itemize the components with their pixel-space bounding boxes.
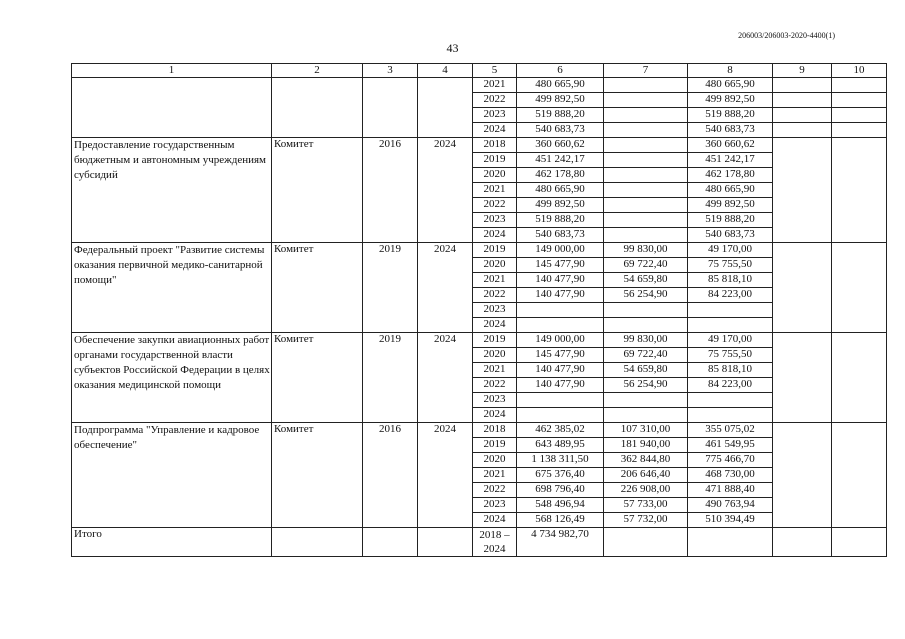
year-cell: 2021 bbox=[473, 273, 517, 288]
total-amount-cell: 360 660,62 bbox=[517, 138, 604, 153]
federal-amount-cell bbox=[604, 78, 688, 93]
column-9-cell bbox=[773, 123, 832, 138]
regional-amount-cell: 490 763,94 bbox=[688, 498, 773, 513]
column-header: 2 bbox=[272, 64, 363, 78]
column-10-cell bbox=[832, 138, 887, 243]
federal-amount-cell: 99 830,00 bbox=[604, 243, 688, 258]
federal-amount-cell bbox=[604, 408, 688, 423]
regional-amount-cell: 85 818,10 bbox=[688, 363, 773, 378]
total-amount-cell bbox=[517, 408, 604, 423]
year-cell: 2020 bbox=[473, 258, 517, 273]
total-amount-cell: 675 376,40 bbox=[517, 468, 604, 483]
total-amount-cell: 540 683,73 bbox=[517, 123, 604, 138]
column-header: 4 bbox=[418, 64, 473, 78]
regional-amount-cell: 468 730,00 bbox=[688, 468, 773, 483]
start-year-cell: 2016 bbox=[363, 138, 418, 243]
table-body bbox=[72, 64, 887, 557]
year-cell: 2019 bbox=[473, 153, 517, 168]
regional-amount-cell: 360 660,62 bbox=[688, 138, 773, 153]
federal-amount-cell bbox=[604, 528, 688, 557]
year-cell: 2022 bbox=[473, 93, 517, 108]
total-amount-cell: 462 385,02 bbox=[517, 423, 604, 438]
regional-amount-cell: 451 242,17 bbox=[688, 153, 773, 168]
column-10-cell bbox=[832, 123, 887, 138]
document-number: 206003/206003-2020-4400(1) bbox=[738, 31, 835, 40]
regional-amount-cell: 480 665,90 bbox=[688, 78, 773, 93]
regional-amount-cell: 461 549,95 bbox=[688, 438, 773, 453]
activity-name: Предоставление государственным бюджетным и автономным учреждениям субсидий bbox=[72, 138, 272, 243]
column-10-cell bbox=[832, 243, 887, 333]
year-cell: 2020 bbox=[473, 168, 517, 183]
regional-amount-cell: 49 170,00 bbox=[688, 243, 773, 258]
year-cell: 2020 bbox=[473, 453, 517, 468]
regional-amount-cell: 355 075,02 bbox=[688, 423, 773, 438]
year-cell: 2024 bbox=[473, 318, 517, 333]
total-amount-cell: 548 496,94 bbox=[517, 498, 604, 513]
year-cell: 2023 bbox=[473, 213, 517, 228]
activity-name: Подпрограмма "Управление и кадровое обеспечение" bbox=[72, 423, 272, 528]
column-9-cell bbox=[773, 108, 832, 123]
year-cell: 2019 bbox=[473, 243, 517, 258]
year-cell: 2019 bbox=[473, 438, 517, 453]
federal-amount-cell bbox=[604, 228, 688, 243]
year-cell: 2020 bbox=[473, 348, 517, 363]
regional-amount-cell bbox=[688, 393, 773, 408]
year-cell: 2022 bbox=[473, 198, 517, 213]
regional-amount-cell: 519 888,20 bbox=[688, 213, 773, 228]
federal-amount-cell bbox=[604, 123, 688, 138]
total-amount-cell: 149 000,00 bbox=[517, 243, 604, 258]
year-cell: 2022 bbox=[473, 288, 517, 303]
year-cell: 2023 bbox=[473, 108, 517, 123]
executor-cell: Комитет bbox=[272, 333, 363, 423]
name-cell bbox=[72, 78, 272, 138]
table-row bbox=[72, 78, 887, 93]
total-period-cell bbox=[473, 528, 517, 557]
end-year-cell: 2024 bbox=[418, 333, 473, 423]
total-amount-cell: 519 888,20 bbox=[517, 108, 604, 123]
end-year-cell: 2024 bbox=[418, 243, 473, 333]
year-cell: 2024 bbox=[473, 513, 517, 528]
column-9-cell bbox=[773, 528, 832, 557]
total-label: Итого bbox=[72, 528, 272, 557]
end-year-cell bbox=[418, 78, 473, 138]
end-year-cell: 2024 bbox=[418, 423, 473, 528]
year-cell: 2021 bbox=[473, 183, 517, 198]
regional-amount-cell bbox=[688, 408, 773, 423]
column-10-cell bbox=[832, 93, 887, 108]
executor-cell: Комитет bbox=[272, 138, 363, 243]
year-cell: 2018 bbox=[473, 138, 517, 153]
total-row bbox=[72, 528, 887, 557]
year-cell: 2019 bbox=[473, 333, 517, 348]
total-amount-cell: 499 892,50 bbox=[517, 198, 604, 213]
year-cell: 2018 bbox=[473, 423, 517, 438]
federal-amount-cell: 362 844,80 bbox=[604, 453, 688, 468]
regional-amount-cell bbox=[688, 303, 773, 318]
table-row bbox=[72, 243, 887, 258]
federal-amount-cell: 99 830,00 bbox=[604, 333, 688, 348]
regional-amount-cell: 462 178,80 bbox=[688, 168, 773, 183]
regional-amount-cell: 775 466,70 bbox=[688, 453, 773, 468]
federal-amount-cell: 57 732,00 bbox=[604, 513, 688, 528]
regional-amount-cell: 85 818,10 bbox=[688, 273, 773, 288]
total-amount-cell bbox=[517, 318, 604, 333]
federal-amount-cell bbox=[604, 108, 688, 123]
regional-amount-cell: 84 223,00 bbox=[688, 378, 773, 393]
start-year-cell bbox=[363, 78, 418, 138]
federal-amount-cell: 54 659,80 bbox=[604, 273, 688, 288]
federal-amount-cell: 69 722,40 bbox=[604, 348, 688, 363]
activity-name: Федеральный проект "Развитие системы оказания первичной медико-санитарной помощи" bbox=[72, 243, 272, 333]
total-amount-cell: 4 734 982,70 bbox=[517, 528, 604, 557]
total-amount-cell: 480 665,90 bbox=[517, 183, 604, 198]
regional-amount-cell bbox=[688, 318, 773, 333]
total-amount-cell: 1 138 311,50 bbox=[517, 453, 604, 468]
year-cell: 2021 bbox=[473, 363, 517, 378]
federal-amount-cell: 56 254,90 bbox=[604, 288, 688, 303]
regional-amount-cell: 499 892,50 bbox=[688, 93, 773, 108]
year-cell: 2023 bbox=[473, 498, 517, 513]
column-header: 9 bbox=[773, 64, 832, 78]
column-header: 1 bbox=[72, 64, 272, 78]
regional-amount-cell: 540 683,73 bbox=[688, 123, 773, 138]
federal-amount-cell bbox=[604, 213, 688, 228]
federal-amount-cell: 226 908,00 bbox=[604, 483, 688, 498]
total-amount-cell bbox=[517, 303, 604, 318]
regional-amount-cell: 480 665,90 bbox=[688, 183, 773, 198]
total-amount-cell: 519 888,20 bbox=[517, 213, 604, 228]
end-year-cell: 2024 bbox=[418, 138, 473, 243]
regional-amount-cell: 510 394,49 bbox=[688, 513, 773, 528]
table-row bbox=[72, 333, 887, 348]
regional-amount-cell: 519 888,20 bbox=[688, 108, 773, 123]
total-amount-cell bbox=[517, 393, 604, 408]
page-number: 43 bbox=[446, 41, 459, 55]
regional-amount-cell: 499 892,50 bbox=[688, 198, 773, 213]
executor-cell bbox=[272, 528, 363, 557]
year-cell: 2021 bbox=[473, 468, 517, 483]
year-cell: 2023 bbox=[473, 393, 517, 408]
column-header: 7 bbox=[604, 64, 688, 78]
column-10-cell bbox=[832, 333, 887, 423]
total-amount-cell: 568 126,49 bbox=[517, 513, 604, 528]
federal-amount-cell: 206 646,40 bbox=[604, 468, 688, 483]
column-9-cell bbox=[773, 78, 832, 93]
start-year-cell bbox=[363, 528, 418, 557]
regional-amount-cell: 49 170,00 bbox=[688, 333, 773, 348]
total-amount-cell: 499 892,50 bbox=[517, 93, 604, 108]
program-funding-table bbox=[71, 63, 887, 557]
total-amount-cell: 462 178,80 bbox=[517, 168, 604, 183]
regional-amount-cell bbox=[688, 528, 773, 557]
total-amount-cell: 140 477,90 bbox=[517, 378, 604, 393]
total-amount-cell: 149 000,00 bbox=[517, 333, 604, 348]
federal-amount-cell: 107 310,00 bbox=[604, 423, 688, 438]
total-amount-cell: 451 242,17 bbox=[517, 153, 604, 168]
total-amount-cell: 140 477,90 bbox=[517, 288, 604, 303]
column-9-cell bbox=[773, 423, 832, 528]
total-amount-cell: 140 477,90 bbox=[517, 273, 604, 288]
federal-amount-cell: 56 254,90 bbox=[604, 378, 688, 393]
federal-amount-cell: 181 940,00 bbox=[604, 438, 688, 453]
federal-amount-cell bbox=[604, 393, 688, 408]
federal-amount-cell bbox=[604, 198, 688, 213]
federal-amount-cell bbox=[604, 303, 688, 318]
federal-amount-cell bbox=[604, 153, 688, 168]
year-cell: 2021 bbox=[473, 78, 517, 93]
executor-cell bbox=[272, 78, 363, 138]
federal-amount-cell bbox=[604, 138, 688, 153]
column-header: 5 bbox=[473, 64, 517, 78]
activity-name: Обеспечение закупки авиационных работ органами государственной власти субъектов Российской Федерации в целях оказания медицинской помощи bbox=[72, 333, 272, 423]
column-10-cell bbox=[832, 108, 887, 123]
total-period-end: 2024 bbox=[483, 543, 506, 555]
year-cell: 2022 bbox=[473, 378, 517, 393]
year-cell: 2024 bbox=[473, 123, 517, 138]
total-amount-cell: 145 477,90 bbox=[517, 258, 604, 273]
column-9-cell bbox=[773, 93, 832, 108]
column-9-cell bbox=[773, 138, 832, 243]
year-cell: 2024 bbox=[473, 408, 517, 423]
regional-amount-cell: 84 223,00 bbox=[688, 288, 773, 303]
year-cell: 2022 bbox=[473, 483, 517, 498]
start-year-cell: 2019 bbox=[363, 243, 418, 333]
column-header: 10 bbox=[832, 64, 887, 78]
regional-amount-cell: 75 755,50 bbox=[688, 348, 773, 363]
executor-cell: Комитет bbox=[272, 243, 363, 333]
column-header: 6 bbox=[517, 64, 604, 78]
column-9-cell bbox=[773, 243, 832, 333]
total-amount-cell: 643 489,95 bbox=[517, 438, 604, 453]
federal-amount-cell: 69 722,40 bbox=[604, 258, 688, 273]
regional-amount-cell: 75 755,50 bbox=[688, 258, 773, 273]
total-amount-cell: 480 665,90 bbox=[517, 78, 604, 93]
column-header: 3 bbox=[363, 64, 418, 78]
federal-amount-cell bbox=[604, 93, 688, 108]
federal-amount-cell bbox=[604, 318, 688, 333]
total-amount-cell: 540 683,73 bbox=[517, 228, 604, 243]
regional-amount-cell: 540 683,73 bbox=[688, 228, 773, 243]
total-period-start: 2018 – bbox=[479, 529, 510, 541]
total-amount-cell: 145 477,90 bbox=[517, 348, 604, 363]
total-amount-cell: 698 796,40 bbox=[517, 483, 604, 498]
regional-amount-cell: 471 888,40 bbox=[688, 483, 773, 498]
year-cell: 2023 bbox=[473, 303, 517, 318]
end-year-cell bbox=[418, 528, 473, 557]
column-10-cell bbox=[832, 528, 887, 557]
column-header: 8 bbox=[688, 64, 773, 78]
federal-amount-cell: 57 733,00 bbox=[604, 498, 688, 513]
federal-amount-cell bbox=[604, 168, 688, 183]
column-10-cell bbox=[832, 78, 887, 93]
federal-amount-cell bbox=[604, 183, 688, 198]
start-year-cell: 2016 bbox=[363, 423, 418, 528]
column-number-header bbox=[72, 64, 887, 78]
total-amount-cell: 140 477,90 bbox=[517, 363, 604, 378]
federal-amount-cell: 54 659,80 bbox=[604, 363, 688, 378]
year-cell: 2024 bbox=[473, 228, 517, 243]
table-row bbox=[72, 423, 887, 438]
executor-cell: Комитет bbox=[272, 423, 363, 528]
column-10-cell bbox=[832, 423, 887, 528]
start-year-cell: 2019 bbox=[363, 333, 418, 423]
table-row bbox=[72, 138, 887, 153]
column-9-cell bbox=[773, 333, 832, 423]
